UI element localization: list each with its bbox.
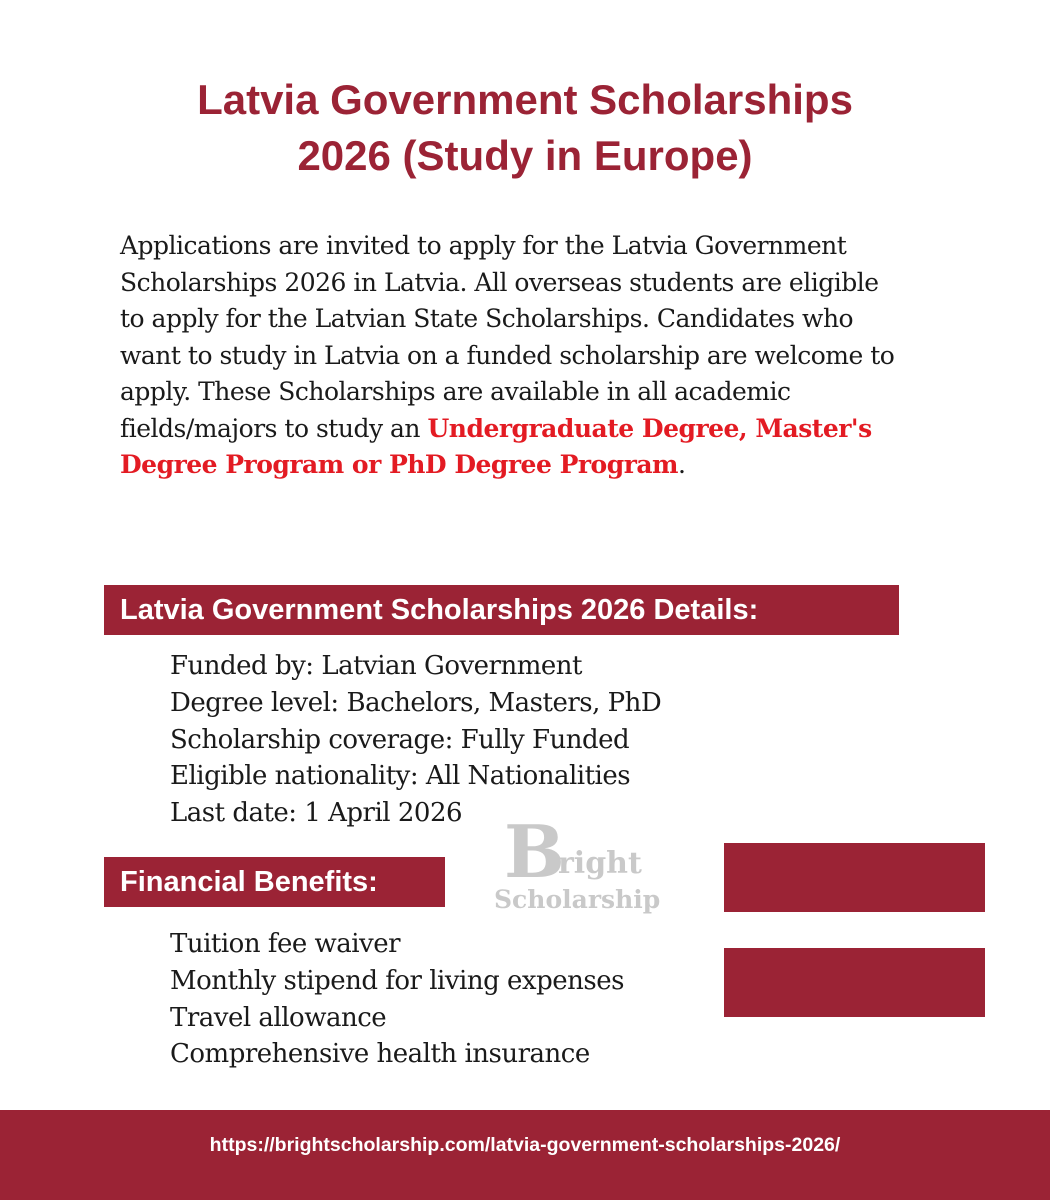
watermark-word: right <box>558 846 642 881</box>
detail-last-date: Last date: 1 April 2026 <box>170 798 463 829</box>
detail-degree-level: Degree level: Bachelors, Masters, PhD <box>170 687 662 718</box>
intro-paragraph <box>120 228 910 484</box>
benefit-tuition: Tuition fee waiver <box>170 929 401 959</box>
detail-coverage: Scholarship coverage: Fully Funded <box>170 724 630 755</box>
detail-funded-by: Funded by: Latvian Government <box>170 651 582 681</box>
intro-text: Applications are invited to apply for the Latvia Government Scholarships 2026 in Latvia. All overseas students are eligible to apply for the Latvian State Scholarships. Candidates who want to study in Latvia on a funded scholarship are welcome to apply. These Scholarships are available in all academic fields/majors to study an <box>120 231 895 443</box>
benefit-insurance: Comprehensive health insurance <box>170 1039 590 1070</box>
page-title <box>0 72 1050 184</box>
footer-bar <box>0 1110 1050 1200</box>
benefits-list <box>170 926 624 1073</box>
benefit-travel: Travel allowance <box>170 1002 387 1033</box>
watermark-letter: B <box>504 809 565 894</box>
intro-end: . <box>678 450 686 479</box>
detail-nationality: Eligible nationality: All Nationalities <box>170 761 631 792</box>
degree-highlight: Undergraduate Degree, Master's Degree Program or PhD Degree Program <box>120 413 872 479</box>
flag-bottom-stripe <box>724 948 985 1017</box>
watermark-line-2: Scholarship <box>494 885 661 914</box>
details-heading: Latvia Government Scholarships 2026 Details: <box>104 585 899 635</box>
benefit-stipend: Monthly stipend for living expenses <box>170 965 624 996</box>
details-list <box>170 648 661 832</box>
benefits-heading: Financial Benefits: <box>104 857 445 907</box>
title-line-1: Latvia Government Scholarships <box>197 76 853 123</box>
title-line-2: 2026 (Study in Europe) <box>297 132 753 179</box>
footer-url-link[interactable]: https://brightscholarship.com/latvia-government-scholarships-2026/ <box>209 1134 841 1156</box>
bright-scholarship-watermark <box>494 809 674 922</box>
flag-top-stripe <box>724 843 985 912</box>
